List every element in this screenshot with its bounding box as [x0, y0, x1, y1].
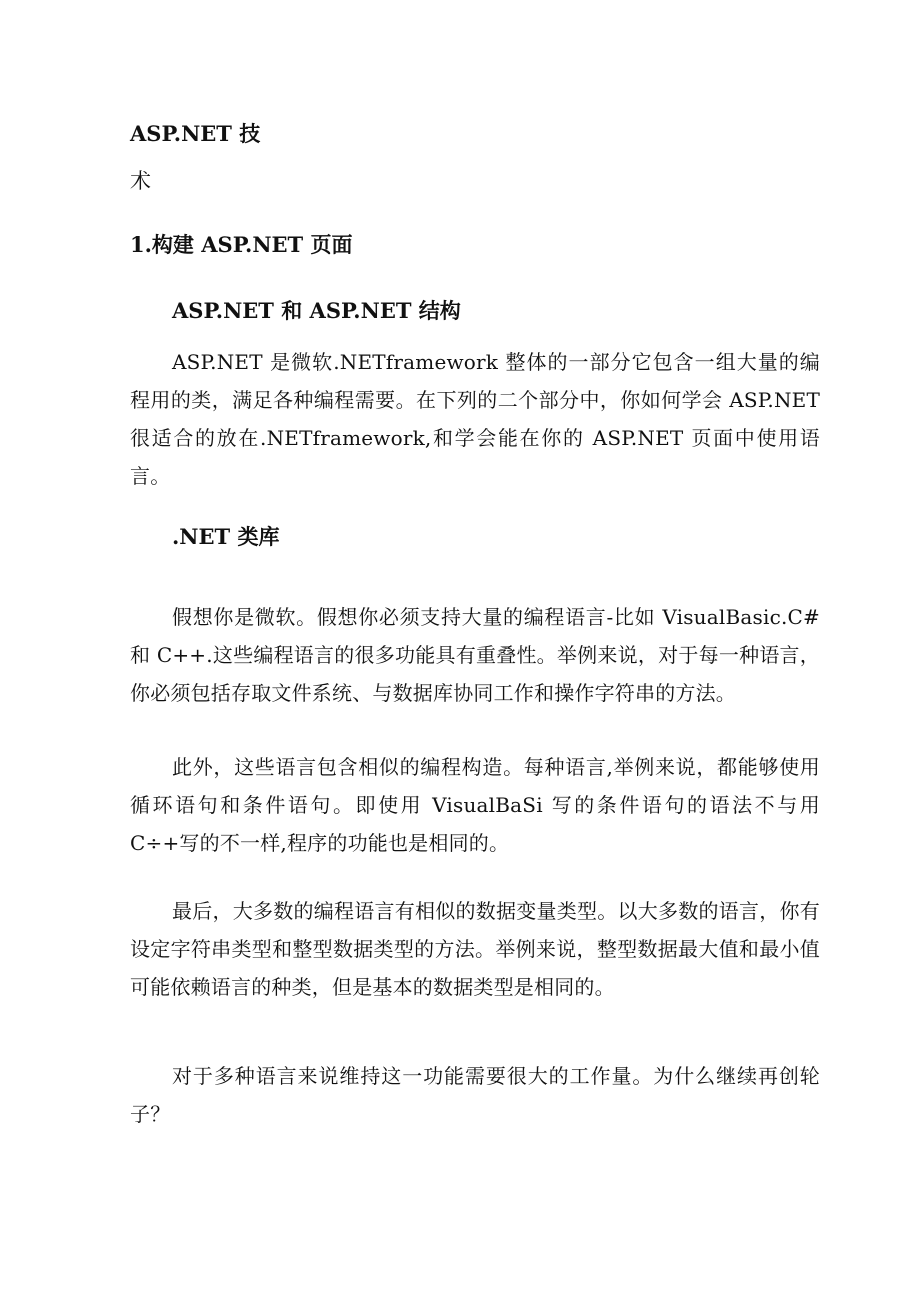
- document-title-line1: ASP.NET 技: [130, 121, 261, 146]
- paragraph-imagine-microsoft: 假想你是微软。假想你必须支持大量的编程语言-比如 VisualBasic.C#和 C++.这些编程语言的很多功能具有重叠性。举例来说，对于每一种语言，你必须包括存取文件系统、与数据库协同工作和操作字符串的方法。: [130, 605, 820, 705]
- paragraph-asp-intro: ASP.NET 是微软.NETframework 整体的一部分它包含一组大量的编程用的类，满足各种编程需要。在下列的二个部分中，你如何学会 ASP.NET 很适合的放在.NETframework,和学会能在你的 ASP.NET 页面中使用语言。: [130, 350, 820, 488]
- paragraph-reinvent-wheel: 对于多种语言来说维持这一功能需要很大的工作量。为什么继续再创轮子？: [130, 1064, 820, 1126]
- paragraph-similar-constructs: 此外，这些语言包含相似的编程构造。每种语言,举例来说，都能够使用循环语句和条件语句。即使用 VisualBaSi 写的条件语句的语法不与用 C÷+写的不一样,程序的功能也是相同的。: [130, 755, 820, 855]
- paragraph-data-types: 最后，大多数的编程语言有相似的数据变量类型。以大多数的语言，你有设定字符串类型和整型数据类型的方法。举例来说，整型数据最大值和最小值可能依赖语言的种类，但是基本的数据类型是相同的。: [130, 899, 820, 999]
- subheading-asp-structure: ASP.NET 和 ASP.NET 结构: [172, 298, 461, 323]
- document-title-line2: 术: [130, 169, 151, 193]
- section-heading: 1.构建 ASP.NET 页面: [130, 232, 353, 257]
- subheading-net-class-library: .NET 类库: [172, 524, 280, 549]
